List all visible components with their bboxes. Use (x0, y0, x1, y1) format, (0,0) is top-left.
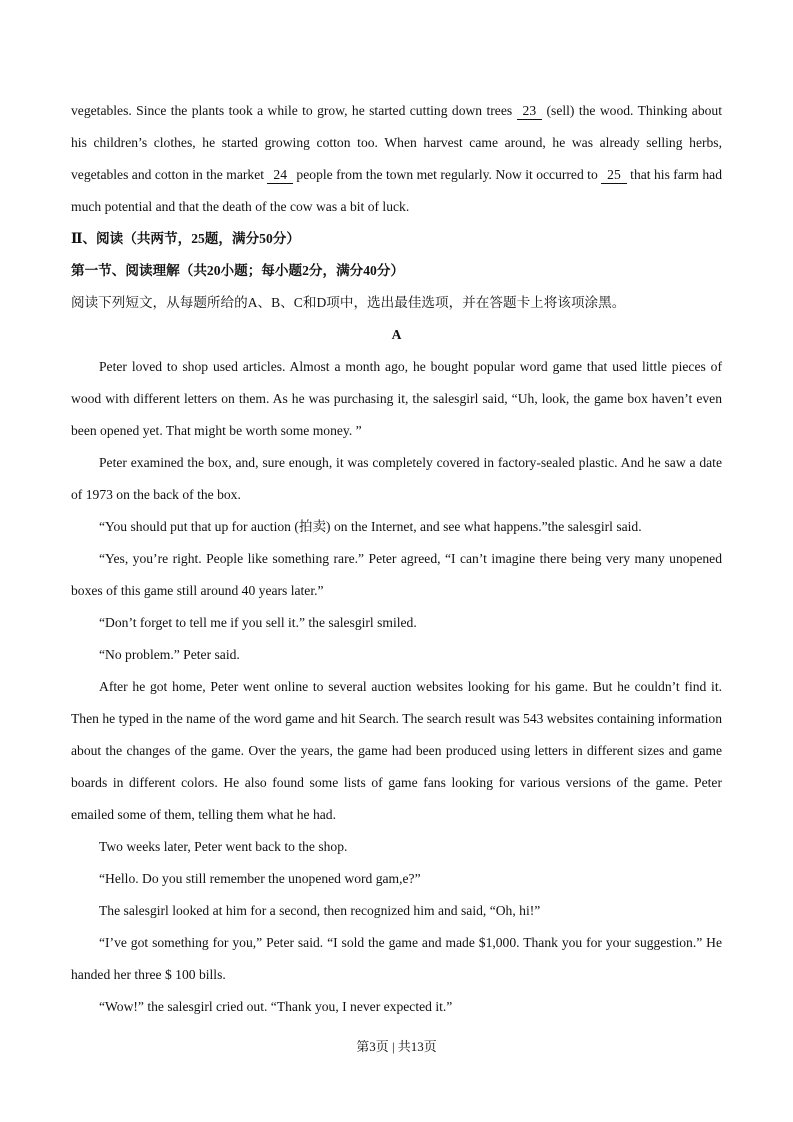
passage-label: A (391, 327, 402, 342)
cloze-text: (sell) the wood. Thinking about his children’s clothes, he started growing cotton too. When harvest came around, he was already selling herbs, vegetables and cotton in the market (71, 103, 722, 182)
blank-25: 25 (601, 167, 627, 184)
document-body (71, 95, 722, 1023)
paragraph: “Don’t forget to tell me if you sell it.” the salesgirl smiled. (99, 615, 417, 630)
page-footer: 第3页 | 共13页 (356, 1039, 437, 1054)
blank-23: 23 (517, 103, 543, 120)
subsection-heading: 第一节、阅读理解（共20小题；每小题2分，满分40分） (71, 263, 405, 278)
cloze-text: people from the town met regularly. Now it occurred to (293, 167, 602, 182)
paragraph: Peter examined the box, and, sure enough, it was completely covered in factory-sealed plastic. And he saw a date of 1973 on the back of the box. (71, 455, 722, 502)
paragraph: Peter loved to shop used articles. Almost a month ago, he bought popular word game that used little pieces of wood with different letters on them. As he was purchasing it, the salesgirl said, “Uh, look, the game box haven’t even been opened yet. That might be worth some money. ” (71, 359, 722, 438)
paragraph: “I’ve got something for you,” Peter said. “I sold the game and made $1,000. Thank you for your suggestion.” He handed her three $ 100 bills. (71, 935, 722, 982)
cloze-text: that his farm had much potential and that the death of the cow was a bit of luck. (71, 167, 722, 214)
paragraph: Two weeks later, Peter went back to the shop. (99, 839, 348, 854)
section-heading: Ⅱ、阅读（共两节，25题，满分50分） (71, 231, 300, 246)
blank-24: 24 (267, 167, 293, 184)
paragraph: The salesgirl looked at him for a second, then recognized him and said, “Oh, hi!” (99, 903, 541, 918)
paragraph: “Hello. Do you still remember the unopened word gam,e?” (99, 871, 421, 886)
instructions: 阅读下列短文，从每题所给的A、B、C和D项中，选出最佳选项，并在答题卡上将该项涂黑。 (71, 295, 626, 310)
cloze-text: vegetables. Since the plants took a while to grow, he started cutting down trees (71, 103, 517, 118)
paragraph: “You should put that up for auction (拍卖) on the Internet, and see what happens.”the salesgirl said. (99, 519, 642, 534)
paragraph: “No problem.” Peter said. (99, 647, 240, 662)
paragraph: “Wow!” the salesgirl cried out. “Thank you, I never expected it.” (99, 999, 453, 1014)
paragraph: After he got home, Peter went online to several auction websites looking for his game. But he couldn’t find it. Then he typed in the name of the word game and hit Search. The search result was 543 websites containing information about the changes of the game. Over the years, the game had been produced using letters in different sizes and game boards in different colors. He also found some lists of game fans looking for various versions of the game. Peter emailed some of them, telling them what he had. (71, 679, 722, 822)
cloze-paragraph (71, 95, 722, 223)
paragraph: “Yes, you’re right. People like something rare.” Peter agreed, “I can’t imagine there being very many unopened boxes of this game still around 40 years later.” (71, 551, 722, 598)
